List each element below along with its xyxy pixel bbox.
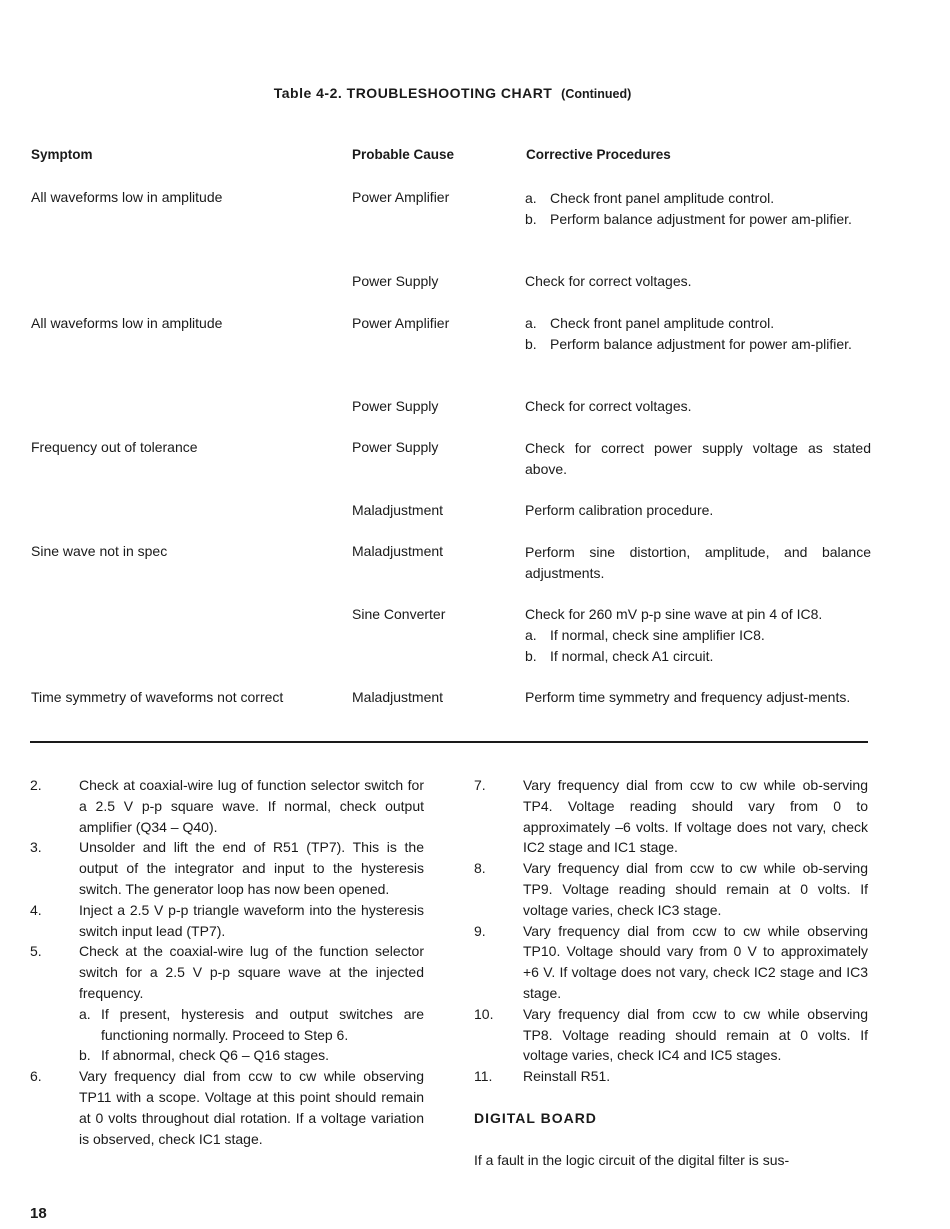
- table-bottom-rule: [30, 741, 868, 743]
- row-procedure: Check for correct voltages.: [525, 273, 692, 289]
- row-cause: Power Supply: [352, 439, 439, 455]
- procedure-item: a. Check front panel amplitude control.: [525, 190, 775, 206]
- section-heading: DIGITAL BOARD: [474, 1109, 597, 1126]
- table-title: [0, 85, 905, 101]
- step-item: 7. Vary frequency dial from ccw to cw while ob-serving TP4. Voltage reading should vary from 0 to approximately –6 volts. If voltage does not vary, check IC2 stage and IC1 stage.: [474, 777, 868, 856]
- row-symptom: Time symmetry of waveforms not correct: [31, 689, 284, 705]
- procedure-item: b. Perform balance adjustment for power am-plifier.: [525, 211, 852, 227]
- table-title-main: Table 4-2. TROUBLESHOOTING CHART: [273, 85, 553, 101]
- step-item: 10. Vary frequency dial from ccw to cw while observing TP8. Voltage reading should remain at 0 volts. If voltage varies, check IC4 and IC5 stages.: [474, 1005, 868, 1064]
- row-cause: Power Supply: [352, 273, 439, 289]
- step-item: 11. Reinstall R51.: [474, 1068, 611, 1085]
- table-title-suffix: (Continued): [561, 87, 632, 101]
- row-procedure: Perform sine distortion, amplitude, and balance adjustments.: [525, 544, 871, 581]
- step-sub-item: a. If present, hysteresis and output switches are functioning normally. Proceed to Step 6.: [79, 1005, 424, 1043]
- row-symptom: Frequency out of tolerance: [31, 439, 198, 455]
- step-item: 4. Inject a 2.5 V p-p triangle waveform into the hysteresis switch input lead (TP7).: [30, 901, 424, 939]
- step-item: 6. Vary frequency dial from ccw to cw while observing TP11 with a scope. Voltage at this point should remain at 0 volts throughout dial rotation. If a voltage variation is observed, check IC1 stage.: [30, 1068, 424, 1147]
- step-item: 2. Check at coaxial-wire lug of function selector switch for a 2.5 V p-p square wave. If normal, check output amplifier (Q34 – Q40).: [30, 777, 424, 835]
- step-sub-item: b. If abnormal, check Q6 – Q16 stages.: [79, 1047, 330, 1064]
- row-cause: Power Amplifier: [352, 189, 450, 205]
- step-item: 5. Check at the coaxial-wire lug of the function selector switch for a 2.5 V p-p square wave at the injected frequency. a. If present, hysteresis and output switches are functioning normally. Proceed to Step 6. b. If abnormal, check Q6 – Q16 stages.: [30, 941, 424, 1066]
- row-symptom: Sine wave not in spec: [31, 543, 168, 559]
- row-procedure: Check for correct power supply voltage as stated above.: [525, 440, 871, 477]
- procedure-item: a. Check front panel amplitude control.: [525, 315, 775, 331]
- procedure-text: Check for 260 mV p-p sine wave at pin 4 of IC8.: [525, 606, 823, 622]
- step-item: 9. Vary frequency dial from ccw to cw while observing TP10. Voltage should vary from 0 V to approximately +6 V. If voltage does not vary, check IC2 stage and IC3 stage.: [474, 922, 868, 1001]
- section-paragraph: If a fault in the logic circuit of the digital filter is sus-: [474, 1151, 790, 1168]
- row-procedure: Perform time symmetry and frequency adjust-ments.: [525, 689, 851, 705]
- row-procedure: [525, 604, 871, 667]
- row-cause: Power Supply: [352, 398, 439, 414]
- row-cause: Maladjustment: [352, 502, 444, 518]
- header-corrective-procedures: Corrective Procedures: [526, 147, 671, 162]
- row-procedure: Perform calibration procedure.: [525, 502, 714, 518]
- row-symptom: All waveforms low in amplitude: [31, 315, 223, 331]
- row-cause: Maladjustment: [352, 543, 444, 559]
- row-cause: Power Amplifier: [352, 315, 450, 331]
- step-item: 8. Vary frequency dial from ccw to cw while ob-serving TP9. Voltage reading should remain at 0 volts. If voltage varies, check IC3 stage.: [474, 860, 868, 918]
- step-item: 3. Unsolder and lift the end of R51 (TP7). This is the output of the integrator and input to the hysteresis switch. The generator loop has now been opened.: [30, 839, 424, 897]
- header-symptom: Symptom: [31, 147, 93, 162]
- procedure-item: b. If normal, check A1 circuit.: [525, 648, 714, 664]
- row-cause: Sine Converter: [352, 606, 446, 622]
- row-cause: Maladjustment: [352, 689, 444, 705]
- row-symptom: All waveforms low in amplitude: [31, 189, 223, 205]
- row-procedure: [525, 313, 871, 355]
- page-number: 18: [30, 1205, 47, 1222]
- procedure-item: a. If normal, check sine amplifier IC8.: [525, 627, 765, 643]
- row-procedure: [525, 188, 871, 230]
- header-probable-cause: Probable Cause: [352, 147, 455, 162]
- steps-right-column: [474, 775, 868, 1171]
- procedure-item: b. Perform balance adjustment for power am-plifier.: [525, 336, 852, 352]
- step-text: Check at the coaxial-wire lug of the function selector switch for a 2.5 V p-p square wave at the injected frequency.: [79, 943, 424, 1001]
- steps-left-column: [30, 775, 424, 1149]
- row-procedure: Check for correct voltages.: [525, 398, 692, 414]
